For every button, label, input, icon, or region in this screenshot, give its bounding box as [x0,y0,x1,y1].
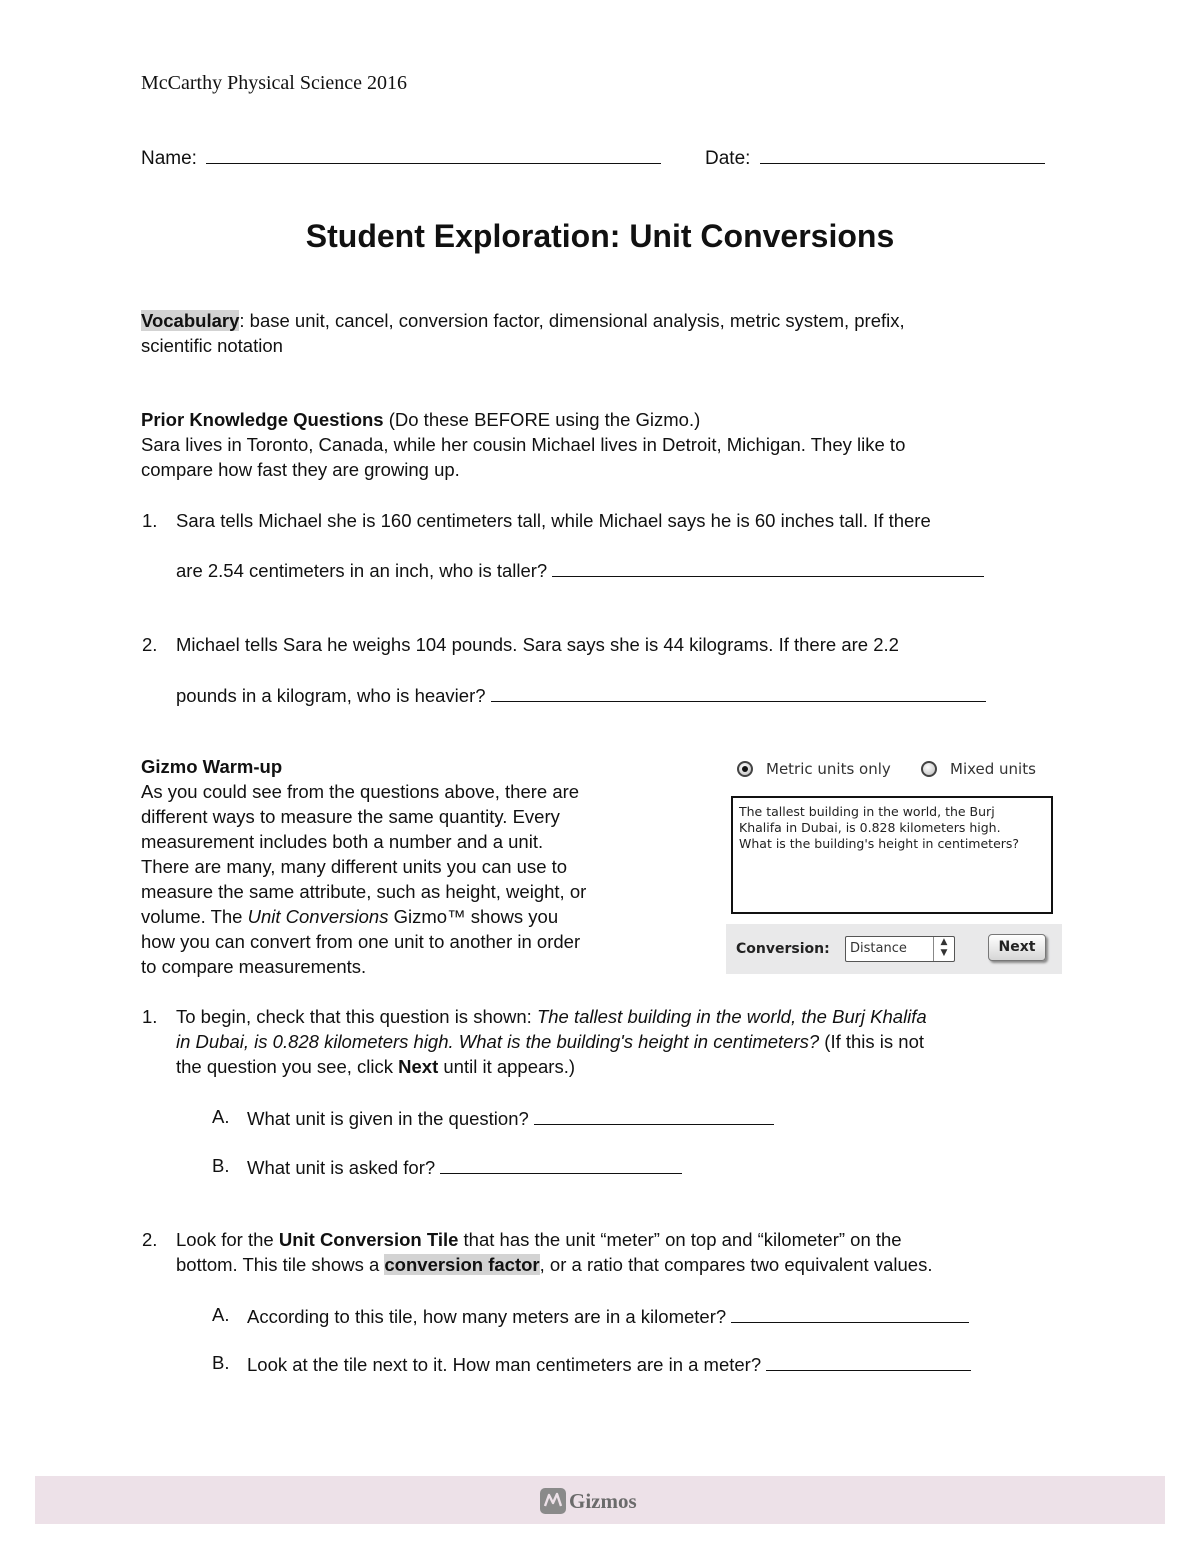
gizmo-name: Unit Conversions [247,906,389,927]
wq1-italic-2: in Dubai, is 0.828 kilometers high. What is the building's height in centimeters? [176,1031,820,1052]
warmup-question-1 [176,1004,1066,1079]
warmup-line-4: There are many, many different units you can use to [141,856,568,877]
wq1a-label: A. [212,1106,230,1127]
wq2-line2-post: , or a ratio that compares two equivalent values. [539,1254,933,1275]
conversion-select-value: Distance [850,941,907,956]
pk-question-2-line-1: Michael tells Sara he weighs 104 pounds. Sara says she is 44 kilograms. If there are 2.2 [176,634,899,655]
wq2a-label: A. [212,1304,230,1325]
prior-knowledge-section [141,407,1071,482]
next-button[interactable]: Next [988,934,1046,961]
conversion-label: Conversion: [736,941,830,957]
prior-knowledge-intro-2: compare how fast they are growing up. [141,459,460,480]
vocabulary-section [141,308,1061,358]
gizmos-logo [540,1484,637,1518]
pk-question-2-line-2 [176,681,986,708]
pk-question-1-answer[interactable] [552,556,984,577]
wq1-pre: To begin, check that this question is shown: [176,1006,537,1027]
select-arrows-icon[interactable]: ▲ ▼ [933,937,954,961]
wq1-next-word: Next [398,1056,439,1077]
pk-question-2-number: 2. [142,634,158,655]
wq2-bold: Unit Conversion Tile [278,1229,459,1250]
warmup-line-1: As you could see from the questions above, there are [141,781,580,802]
wq1b-label: B. [212,1155,230,1176]
vocabulary-terms: base unit, cancel, conversion factor, dimensional analysis, metric system, prefix, [244,310,905,331]
vocabulary-line-2: scientific notation [141,335,283,356]
warmup-heading: Gizmo Warm-up [141,756,283,777]
warmup-section [141,754,701,979]
prior-knowledge-note: (Do these BEFORE using the Gizmo.) [383,409,701,430]
conversion-select[interactable] [845,936,955,962]
radio-metric-label[interactable]: Metric units only [766,760,891,778]
gizmos-logo-icon [540,1488,566,1514]
wq2-pre: Look for the [176,1229,279,1250]
radio-metric-icon[interactable] [737,761,753,777]
warmup-question-1-number: 1. [142,1006,158,1027]
vocabulary-label: Vocabulary [141,310,240,331]
wq2-line2-pre: bottom. This tile shows a [176,1254,385,1275]
wq2-post: that has the unit “meter” on top and “kilometer” on the [458,1229,902,1250]
name-label: Name: [141,148,197,169]
wq1b-answer[interactable] [440,1153,682,1174]
warmup-line-6 [141,904,701,929]
wq1-line3-pre: the question you see, click [176,1056,399,1077]
pk-question-1-number: 1. [142,510,158,531]
warmup-question-2-number: 2. [142,1229,158,1250]
warmup-question-2 [176,1227,1076,1277]
page-title: Student Exploration: Unit Conversions [305,218,895,254]
wq2b-text: Look at the tile next to it. How man centimeters are in a meter? [247,1354,767,1375]
pk-question-1-line-1: Sara tells Michael she is 160 centimeters tall, while Michael says he is 60 inches tall. If there [176,510,931,531]
warmup-line-6-pre: volume. The [141,906,248,927]
pk-question-2-answer[interactable] [491,681,986,702]
warmup-line-5: measure the same attribute, such as height, weight, or [141,881,587,902]
pk-question-1-text: are 2.54 centimeters in an inch, who is taller? [176,560,553,581]
prior-knowledge-intro-1: Sara lives in Toronto, Canada, while her cousin Michael lives in Detroit, Michigan. They like to [141,434,906,455]
wq1-line3-post: until it appears.) [438,1056,576,1077]
wq1b [247,1153,682,1180]
wq2b-label: B. [212,1352,230,1373]
name-blank[interactable] [206,143,661,164]
prior-knowledge-heading-line [141,407,1071,432]
warmup-line-7: how you can convert from one unit to another in order [141,931,581,952]
name-field[interactable] [141,143,661,171]
date-field[interactable] [705,143,1045,171]
wq1a [247,1104,774,1131]
date-blank[interactable] [760,143,1045,164]
wq1a-text: What unit is given in the question? [247,1108,534,1129]
warmup-line-2: different ways to measure the same quantity. Every [141,806,560,827]
conversion-factor-term: conversion factor [384,1254,540,1275]
warmup-line-6-post: Gizmo™ shows you [388,906,559,927]
wq1-after-italic: (If this is not [819,1031,925,1052]
radio-mixed-label[interactable]: Mixed units [950,760,1036,778]
date-label: Date: [705,148,751,169]
gizmo-question-box [731,796,1053,914]
gizmo-question-line-2: Khalifa in Dubai, is 0.828 kilometers high. [739,820,1001,835]
gizmos-logo-text: Gizmos [569,1488,637,1513]
wq2a [247,1302,969,1329]
wq1a-answer[interactable] [534,1104,774,1125]
vocabulary-line-1 [141,308,1061,333]
vocabulary-colon: : [239,310,245,331]
wq1b-text: What unit is asked for? [247,1157,441,1178]
prior-knowledge-heading: Prior Knowledge Questions [141,409,384,430]
pk-question-1-line-2 [176,556,984,583]
wq2a-answer[interactable] [731,1302,969,1323]
warmup-line-8: to compare measurements. [141,956,367,977]
wq2b-answer[interactable] [766,1350,971,1371]
wq2b [247,1350,971,1377]
pk-question-2-text: pounds in a kilogram, who is heavier? [176,685,491,706]
gizmo-question-line-1: The tallest building in the world, the Burj [739,804,995,819]
wq2a-text: According to this tile, how many meters are in a kilometer? [247,1306,732,1327]
warmup-line-3: measurement includes both a number and a unit. [141,831,544,852]
wq1-italic-1: The tallest building in the world, the Burj Khalifa [536,1006,927,1027]
gizmo-question-line-3: What is the building's height in centimeters? [739,836,1020,851]
document-header: McCarthy Physical Science 2016 [141,72,408,94]
radio-mixed-icon[interactable] [921,761,937,777]
gizmo-panel [726,752,1062,974]
